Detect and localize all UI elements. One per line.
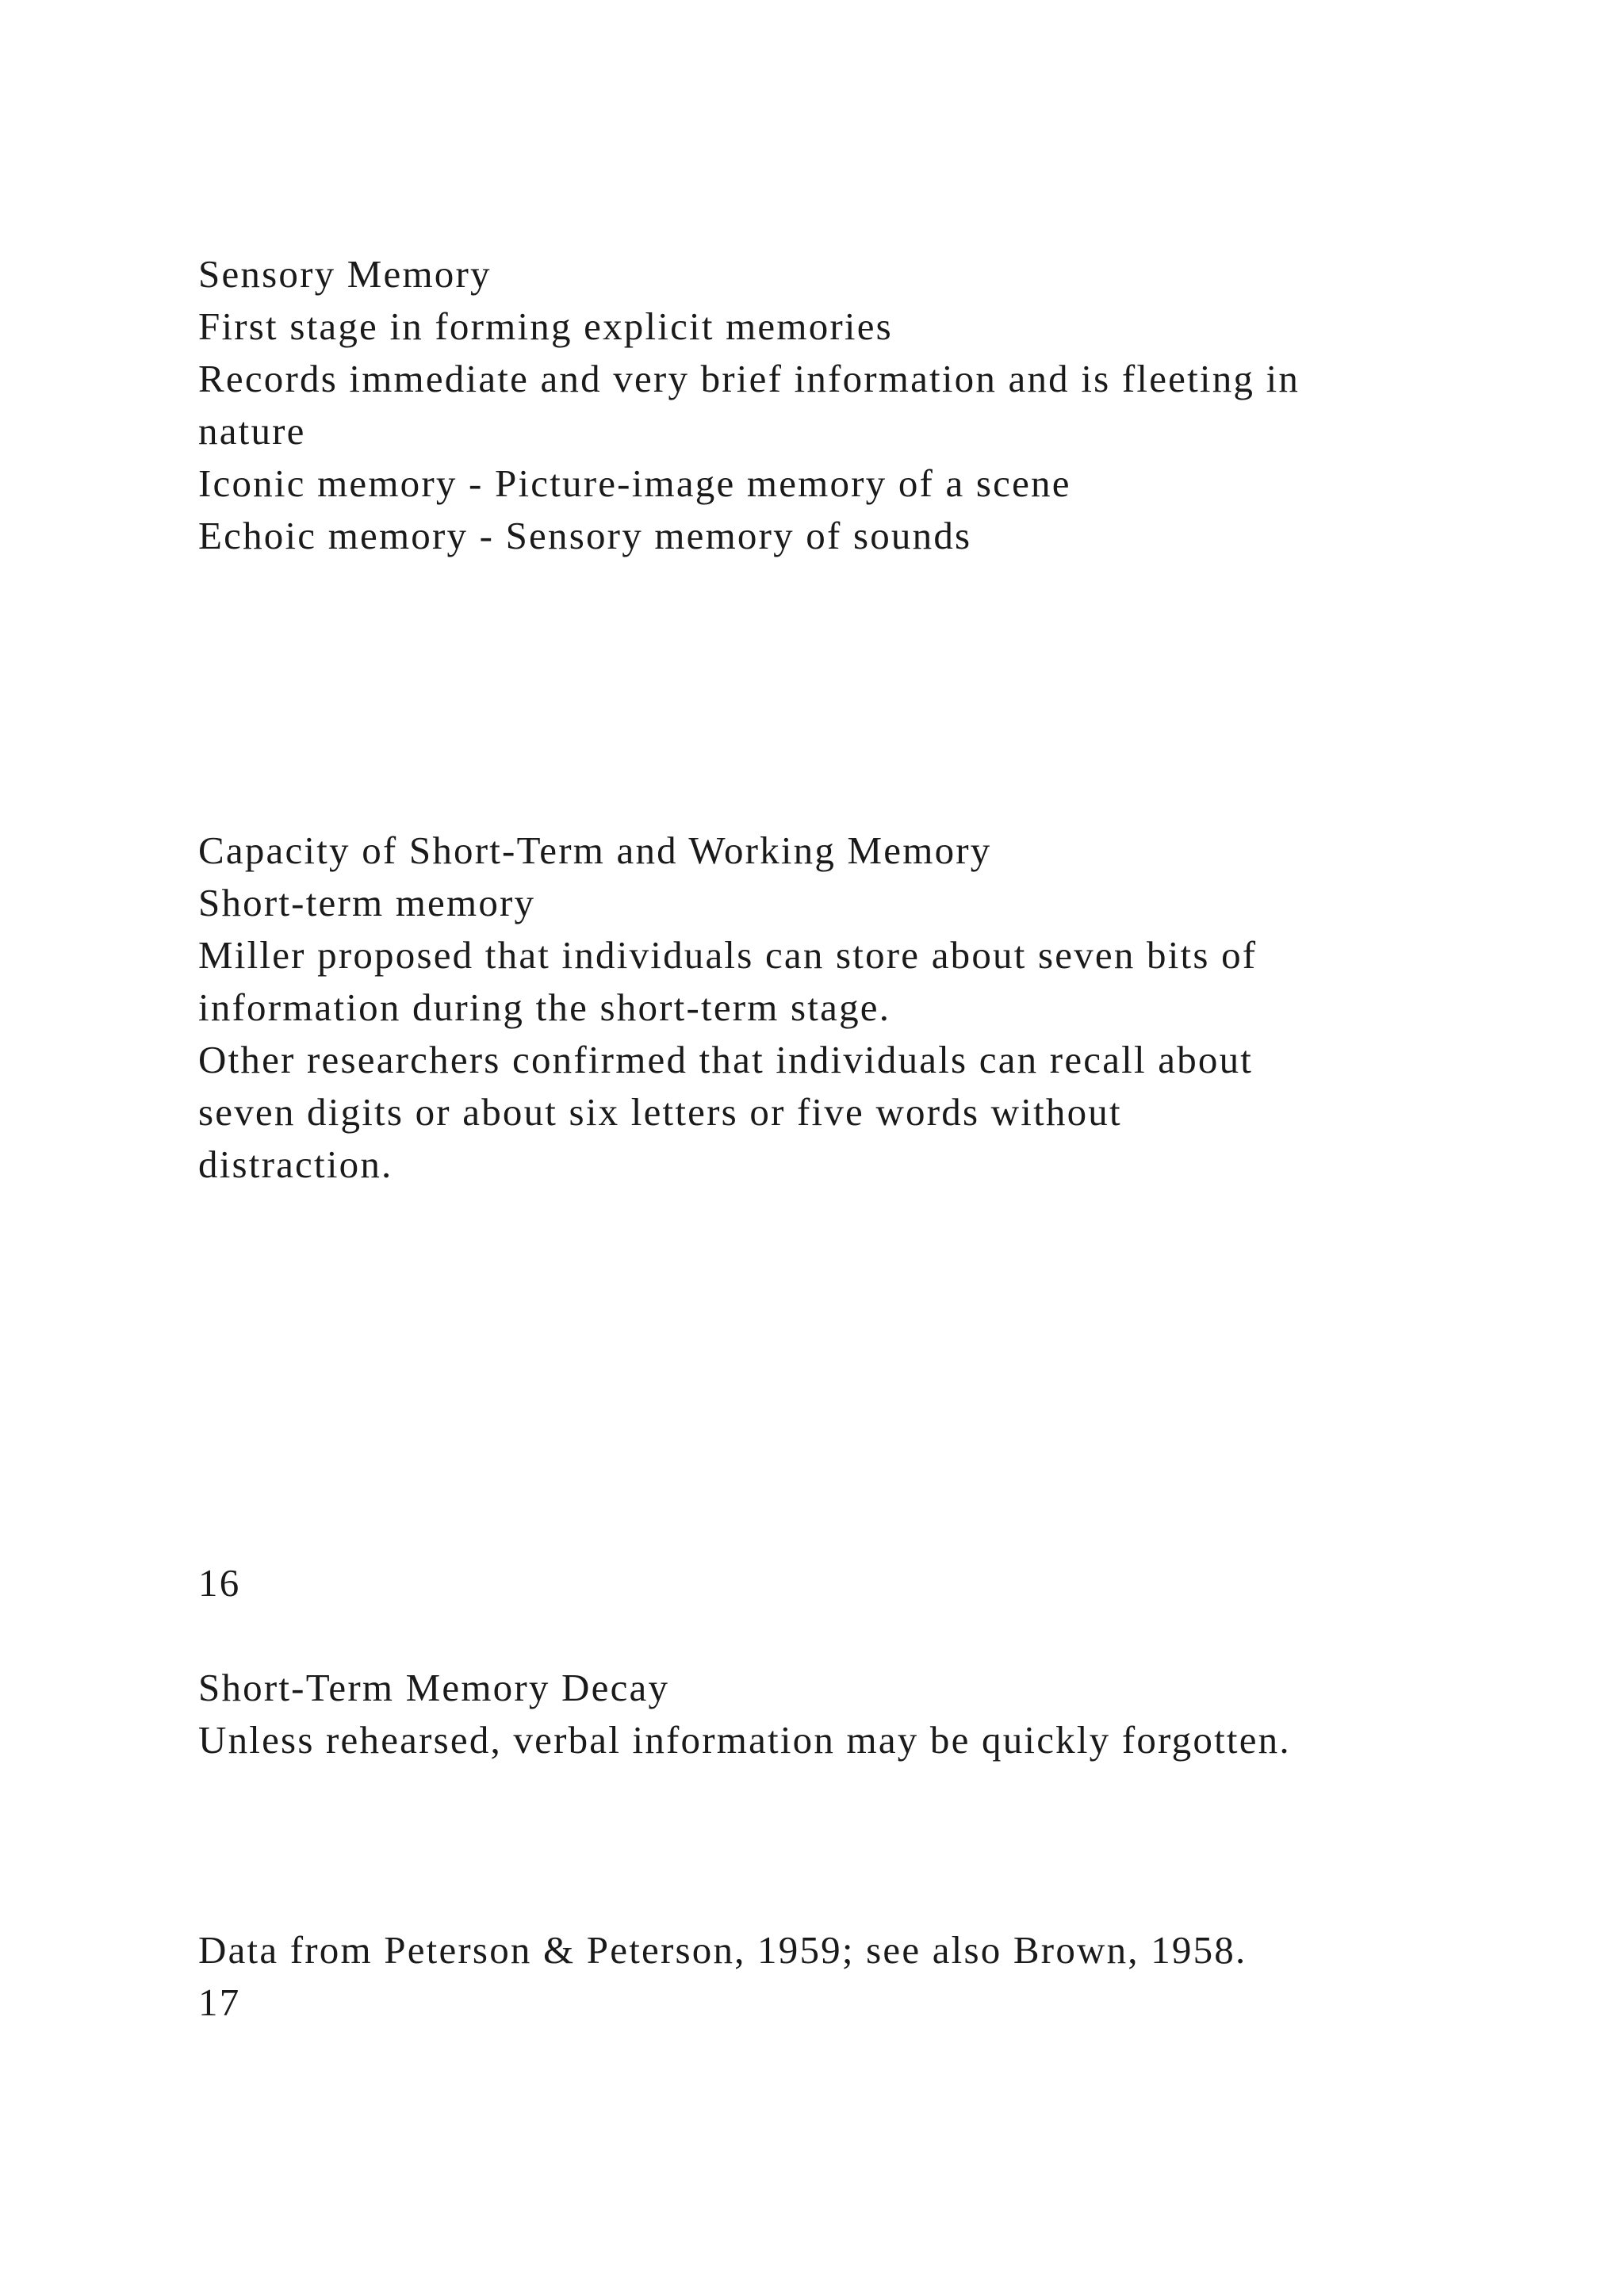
text-line: Short-term memory xyxy=(198,881,536,924)
heading-short-term-capacity: Capacity of Short-Term and Working Memory xyxy=(198,828,992,872)
slide-number: 17 xyxy=(198,1980,241,2024)
text-line: Records immediate and very brief information and is fleeting in xyxy=(198,357,1300,400)
text-line: Miller proposed that individuals can store about seven bits of xyxy=(198,933,1258,977)
text-line: First stage in forming explicit memories xyxy=(198,304,893,348)
heading-short-term-decay: Short-Term Memory Decay xyxy=(198,1666,670,1709)
text-line: distraction. xyxy=(198,1142,393,1186)
text-line: Iconic memory - Picture-image memory of a scene xyxy=(198,461,1071,505)
text-line: Echoic memory - Sensory memory of sounds xyxy=(198,514,972,557)
text-line: Unless rehearsed, verbal information may be quickly forgotten. xyxy=(198,1718,1291,1762)
citation-text: Data from Peterson & Peterson, 1959; see also Brown, 1958. xyxy=(198,1928,1247,1972)
text-line: information during the short-term stage. xyxy=(198,985,891,1029)
heading-sensory-memory: Sensory Memory xyxy=(198,252,492,296)
text-line: seven digits or about six letters or five words without xyxy=(198,1090,1122,1134)
slide-number: 16 xyxy=(198,1561,241,1605)
text-line: Other researchers confirmed that individuals can recall about xyxy=(198,1038,1254,1081)
text-line: nature xyxy=(198,409,306,453)
